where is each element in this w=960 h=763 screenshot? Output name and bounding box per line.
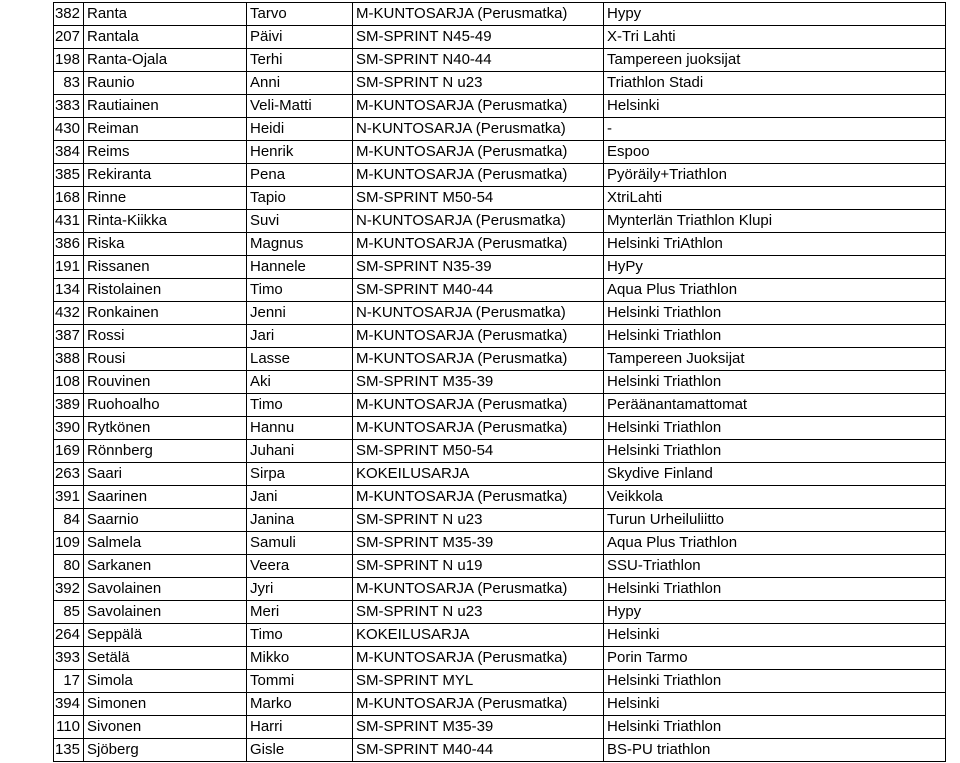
first-name-cell: Aki — [247, 371, 353, 394]
series-cell: SM-SPRINT N u23 — [353, 72, 604, 95]
bib-number-cell: 431 — [54, 210, 84, 233]
club-cell: Skydive Finland — [604, 463, 946, 486]
series-cell: M-KUNTOSARJA (Perusmatka) — [353, 164, 604, 187]
club-cell: Helsinki Triathlon — [604, 670, 946, 693]
series-cell: M-KUNTOSARJA (Perusmatka) — [353, 647, 604, 670]
series-cell: M-KUNTOSARJA (Perusmatka) — [353, 578, 604, 601]
bib-number-cell: 84 — [54, 509, 84, 532]
series-cell: KOKEILUSARJA — [353, 463, 604, 486]
last-name-cell: Simola — [84, 670, 247, 693]
series-cell: N-KUNTOSARJA (Perusmatka) — [353, 210, 604, 233]
series-cell: SM-SPRINT M40-44 — [353, 739, 604, 762]
series-cell: SM-SPRINT N35-39 — [353, 256, 604, 279]
club-cell: Helsinki TriAthlon — [604, 233, 946, 256]
first-name-cell: Janina — [247, 509, 353, 532]
bib-number-cell: 169 — [54, 440, 84, 463]
first-name-cell: Jari — [247, 325, 353, 348]
table-row — [54, 509, 946, 532]
club-cell: Helsinki Triathlon — [604, 417, 946, 440]
club-cell: Aqua Plus Triathlon — [604, 532, 946, 555]
last-name-cell: Rantala — [84, 26, 247, 49]
bib-number-cell: 391 — [54, 486, 84, 509]
last-name-cell: Sarkanen — [84, 555, 247, 578]
bib-number-cell: 264 — [54, 624, 84, 647]
first-name-cell: Gisle — [247, 739, 353, 762]
table-row — [54, 233, 946, 256]
series-cell: SM-SPRINT M50-54 — [353, 187, 604, 210]
participant-table — [53, 2, 946, 762]
series-cell: N-KUNTOSARJA (Perusmatka) — [353, 118, 604, 141]
table-row — [54, 141, 946, 164]
series-cell: SM-SPRINT MYL — [353, 670, 604, 693]
club-cell: Helsinki Triathlon — [604, 440, 946, 463]
table-row — [54, 394, 946, 417]
bib-number-cell: 387 — [54, 325, 84, 348]
first-name-cell: Veli-Matti — [247, 95, 353, 118]
bib-number-cell: 385 — [54, 164, 84, 187]
table-row — [54, 555, 946, 578]
series-cell: M-KUNTOSARJA (Perusmatka) — [353, 325, 604, 348]
club-cell: Hypy — [604, 601, 946, 624]
bib-number-cell: 109 — [54, 532, 84, 555]
table-row — [54, 739, 946, 762]
last-name-cell: Rissanen — [84, 256, 247, 279]
series-cell: M-KUNTOSARJA (Perusmatka) — [353, 95, 604, 118]
bib-number-cell: 383 — [54, 95, 84, 118]
club-cell: Tampereen juoksijat — [604, 49, 946, 72]
bib-number-cell: 388 — [54, 348, 84, 371]
club-cell: Pyöräily+Triathlon — [604, 164, 946, 187]
last-name-cell: Rossi — [84, 325, 247, 348]
table-row — [54, 325, 946, 348]
first-name-cell: Päivi — [247, 26, 353, 49]
club-cell: - — [604, 118, 946, 141]
club-cell: HyPy — [604, 256, 946, 279]
series-cell: N-KUNTOSARJA (Perusmatka) — [353, 302, 604, 325]
bib-number-cell: 382 — [54, 3, 84, 26]
last-name-cell: Ruohoalho — [84, 394, 247, 417]
series-cell: SM-SPRINT N u23 — [353, 601, 604, 624]
first-name-cell: Sirpa — [247, 463, 353, 486]
table-row — [54, 440, 946, 463]
first-name-cell: Henrik — [247, 141, 353, 164]
first-name-cell: Hannele — [247, 256, 353, 279]
series-cell: SM-SPRINT M50-54 — [353, 440, 604, 463]
club-cell: Helsinki — [604, 95, 946, 118]
last-name-cell: Saarnio — [84, 509, 247, 532]
club-cell: Tampereen Juoksijat — [604, 348, 946, 371]
club-cell: Turun Urheiluliitto — [604, 509, 946, 532]
first-name-cell: Veera — [247, 555, 353, 578]
last-name-cell: Ranta — [84, 3, 247, 26]
table-row — [54, 279, 946, 302]
last-name-cell: Rekiranta — [84, 164, 247, 187]
series-cell: M-KUNTOSARJA (Perusmatka) — [353, 394, 604, 417]
last-name-cell: Sjöberg — [84, 739, 247, 762]
last-name-cell: Savolainen — [84, 578, 247, 601]
club-cell: X-Tri Lahti — [604, 26, 946, 49]
bib-number-cell: 80 — [54, 555, 84, 578]
bib-number-cell: 390 — [54, 417, 84, 440]
bib-number-cell: 110 — [54, 716, 84, 739]
last-name-cell: Rönnberg — [84, 440, 247, 463]
table-row — [54, 26, 946, 49]
first-name-cell: Juhani — [247, 440, 353, 463]
first-name-cell: Marko — [247, 693, 353, 716]
table-row — [54, 601, 946, 624]
first-name-cell: Jenni — [247, 302, 353, 325]
series-cell: M-KUNTOSARJA (Perusmatka) — [353, 141, 604, 164]
last-name-cell: Ronkainen — [84, 302, 247, 325]
participant-rows — [54, 3, 946, 762]
first-name-cell: Timo — [247, 279, 353, 302]
first-name-cell: Tapio — [247, 187, 353, 210]
first-name-cell: Terhi — [247, 49, 353, 72]
first-name-cell: Pena — [247, 164, 353, 187]
bib-number-cell: 394 — [54, 693, 84, 716]
last-name-cell: Rouvinen — [84, 371, 247, 394]
table-row — [54, 95, 946, 118]
bib-number-cell: 389 — [54, 394, 84, 417]
bib-number-cell: 135 — [54, 739, 84, 762]
last-name-cell: Rytkönen — [84, 417, 247, 440]
last-name-cell: Simonen — [84, 693, 247, 716]
last-name-cell: Seppälä — [84, 624, 247, 647]
first-name-cell: Anni — [247, 72, 353, 95]
last-name-cell: Rinne — [84, 187, 247, 210]
bib-number-cell: 134 — [54, 279, 84, 302]
table-row — [54, 624, 946, 647]
bib-number-cell: 384 — [54, 141, 84, 164]
series-cell: M-KUNTOSARJA (Perusmatka) — [353, 348, 604, 371]
table-row — [54, 417, 946, 440]
club-cell: Helsinki Triathlon — [604, 325, 946, 348]
club-cell: Helsinki Triathlon — [604, 578, 946, 601]
series-cell: KOKEILUSARJA — [353, 624, 604, 647]
bib-number-cell: 198 — [54, 49, 84, 72]
series-cell: SM-SPRINT M35-39 — [353, 716, 604, 739]
bib-number-cell: 392 — [54, 578, 84, 601]
series-cell: SM-SPRINT M35-39 — [353, 371, 604, 394]
table-row — [54, 210, 946, 233]
first-name-cell: Tarvo — [247, 3, 353, 26]
club-cell: XtriLahti — [604, 187, 946, 210]
table-row — [54, 693, 946, 716]
table-row — [54, 670, 946, 693]
series-cell: SM-SPRINT N45-49 — [353, 26, 604, 49]
club-cell: Porin Tarmo — [604, 647, 946, 670]
table-row — [54, 49, 946, 72]
table-row — [54, 463, 946, 486]
bib-number-cell: 430 — [54, 118, 84, 141]
bib-number-cell: 85 — [54, 601, 84, 624]
table-row — [54, 578, 946, 601]
last-name-cell: Reims — [84, 141, 247, 164]
series-cell: SM-SPRINT M40-44 — [353, 279, 604, 302]
table-row — [54, 371, 946, 394]
first-name-cell: Harri — [247, 716, 353, 739]
first-name-cell: Heidi — [247, 118, 353, 141]
bib-number-cell: 108 — [54, 371, 84, 394]
bib-number-cell: 168 — [54, 187, 84, 210]
bib-number-cell: 17 — [54, 670, 84, 693]
club-cell: Helsinki — [604, 693, 946, 716]
club-cell: Aqua Plus Triathlon — [604, 279, 946, 302]
table-row — [54, 256, 946, 279]
series-cell: SM-SPRINT N u19 — [353, 555, 604, 578]
last-name-cell: Saari — [84, 463, 247, 486]
first-name-cell: Tommi — [247, 670, 353, 693]
first-name-cell: Meri — [247, 601, 353, 624]
series-cell: SM-SPRINT N u23 — [353, 509, 604, 532]
last-name-cell: Reiman — [84, 118, 247, 141]
first-name-cell: Samuli — [247, 532, 353, 555]
table-row — [54, 72, 946, 95]
bib-number-cell: 432 — [54, 302, 84, 325]
club-cell: Helsinki Triathlon — [604, 302, 946, 325]
club-cell: Peräänantamattomat — [604, 394, 946, 417]
last-name-cell: Rautiainen — [84, 95, 247, 118]
series-cell: M-KUNTOSARJA (Perusmatka) — [353, 233, 604, 256]
club-cell: Helsinki — [604, 624, 946, 647]
series-cell: M-KUNTOSARJA (Perusmatka) — [353, 3, 604, 26]
club-cell: SSU-Triathlon — [604, 555, 946, 578]
last-name-cell: Salmela — [84, 532, 247, 555]
club-cell: BS-PU triathlon — [604, 739, 946, 762]
bib-number-cell: 263 — [54, 463, 84, 486]
table-row — [54, 164, 946, 187]
first-name-cell: Jani — [247, 486, 353, 509]
first-name-cell: Suvi — [247, 210, 353, 233]
table-row — [54, 532, 946, 555]
last-name-cell: Rinta-Kiikka — [84, 210, 247, 233]
club-cell: Hypy — [604, 3, 946, 26]
bib-number-cell: 191 — [54, 256, 84, 279]
club-cell: Helsinki Triathlon — [604, 371, 946, 394]
club-cell: Veikkola — [604, 486, 946, 509]
last-name-cell: Ristolainen — [84, 279, 247, 302]
first-name-cell: Hannu — [247, 417, 353, 440]
first-name-cell: Mikko — [247, 647, 353, 670]
last-name-cell: Sivonen — [84, 716, 247, 739]
bib-number-cell: 83 — [54, 72, 84, 95]
table-row — [54, 716, 946, 739]
series-cell: M-KUNTOSARJA (Perusmatka) — [353, 417, 604, 440]
first-name-cell: Jyri — [247, 578, 353, 601]
last-name-cell: Setälä — [84, 647, 247, 670]
last-name-cell: Savolainen — [84, 601, 247, 624]
bib-number-cell: 207 — [54, 26, 84, 49]
table-row — [54, 348, 946, 371]
bib-number-cell: 386 — [54, 233, 84, 256]
club-cell: Triathlon Stadi — [604, 72, 946, 95]
series-cell: M-KUNTOSARJA (Perusmatka) — [353, 486, 604, 509]
table-row — [54, 3, 946, 26]
club-cell: Mynterlän Triathlon Klupi — [604, 210, 946, 233]
last-name-cell: Saarinen — [84, 486, 247, 509]
first-name-cell: Magnus — [247, 233, 353, 256]
table-row — [54, 302, 946, 325]
bib-number-cell: 393 — [54, 647, 84, 670]
table-row — [54, 118, 946, 141]
first-name-cell: Lasse — [247, 348, 353, 371]
last-name-cell: Raunio — [84, 72, 247, 95]
series-cell: SM-SPRINT M35-39 — [353, 532, 604, 555]
last-name-cell: Riska — [84, 233, 247, 256]
first-name-cell: Timo — [247, 624, 353, 647]
series-cell: M-KUNTOSARJA (Perusmatka) — [353, 693, 604, 716]
last-name-cell: Rousi — [84, 348, 247, 371]
table-row — [54, 187, 946, 210]
club-cell: Helsinki Triathlon — [604, 716, 946, 739]
club-cell: Espoo — [604, 141, 946, 164]
first-name-cell: Timo — [247, 394, 353, 417]
table-row — [54, 647, 946, 670]
last-name-cell: Ranta-Ojala — [84, 49, 247, 72]
series-cell: SM-SPRINT N40-44 — [353, 49, 604, 72]
table-row — [54, 486, 946, 509]
